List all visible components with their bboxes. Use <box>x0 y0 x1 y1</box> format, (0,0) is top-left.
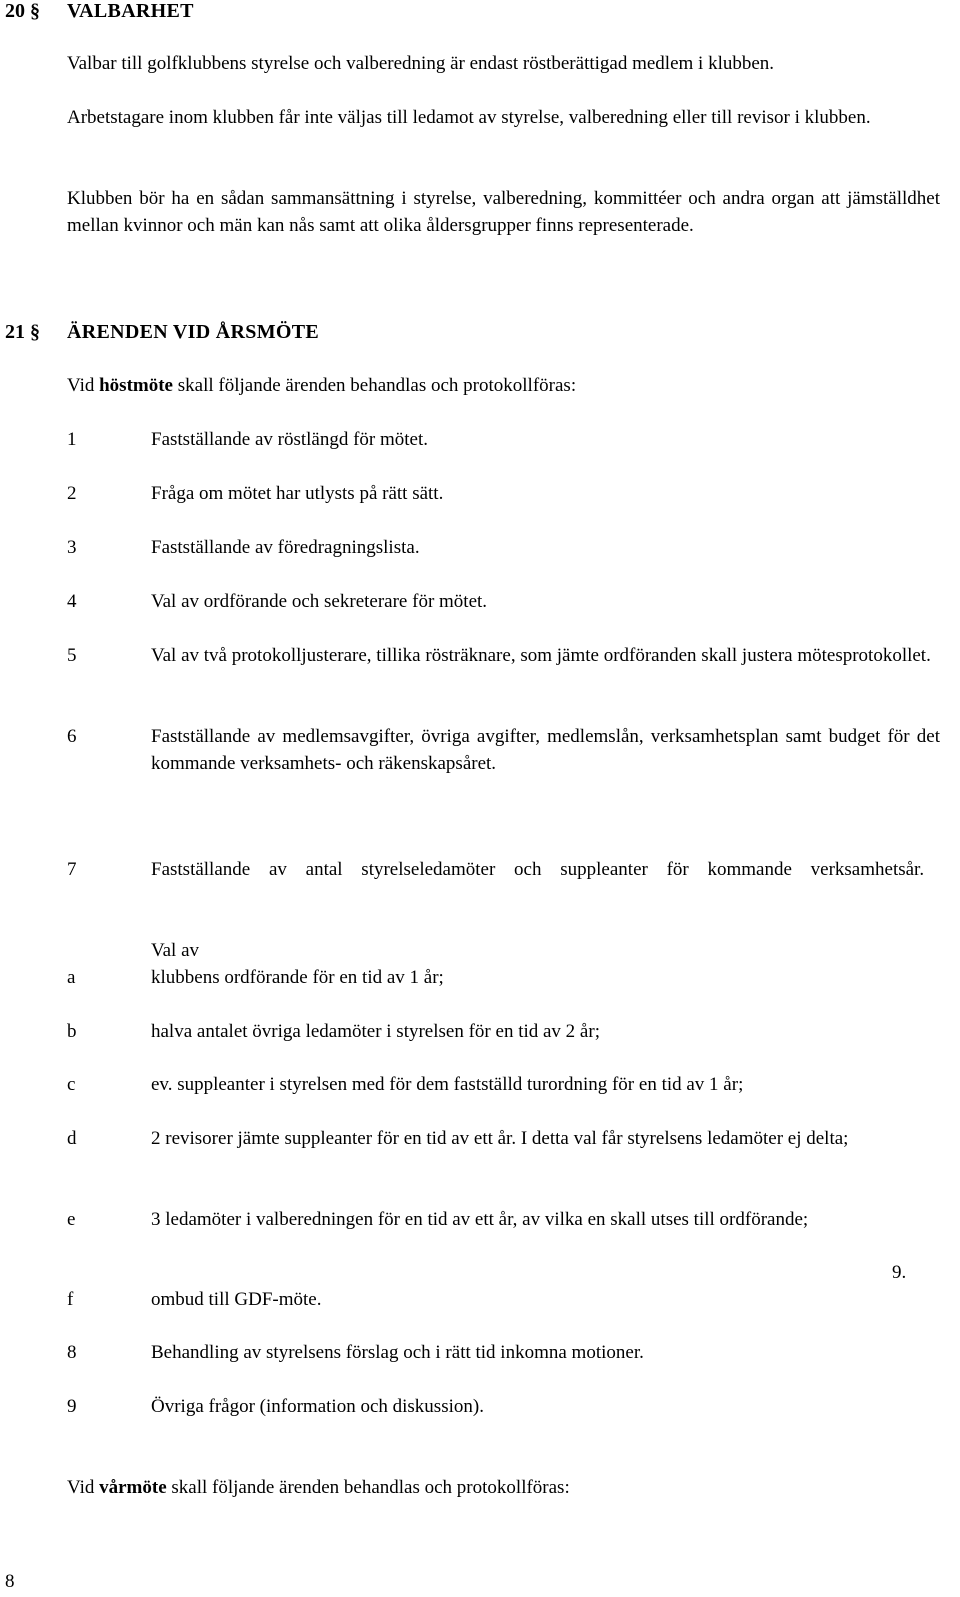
subitem-text: 2 revisorer jämte suppleanter för en tid av ett år. I detta val får styrelsens ledamöter ej delta; <box>151 1128 849 1149</box>
section-21-title: ÄRENDEN VID ÅRSMÖTE <box>67 321 320 343</box>
item-number: 9 <box>67 1396 77 1417</box>
subitem-text: 3 ledamöter i valberedningen för en tid av ett år, av vilka en skall utses till ordförande; <box>151 1209 809 1230</box>
subitem-text: ev. suppleanter i styrelsen med för dem fastställd turordning för en tid av 1 år; <box>151 1074 744 1095</box>
item-number: 3 <box>67 537 77 558</box>
section-20-title: VALBARHET <box>67 0 194 22</box>
item-text: Fastställande av föredragningslista. <box>151 537 420 558</box>
section-20-number: 20 § <box>5 0 40 22</box>
item-text: Fastställande av antal styrelseledamöter och suppleanter för kommande verksamhetsår. <box>151 859 925 880</box>
subitem-letter: a <box>67 967 76 988</box>
item-number: 6 <box>67 726 77 747</box>
item-text: Behandling av styrelsens förslag och i rätt tid inkomna motioner. <box>151 1342 644 1363</box>
intro-paragraph: Vid höstmöte skall följande ärenden behandlas och protokollföras: <box>67 375 577 396</box>
paragraph: Klubben bör ha en sådan sammansättning i styrelse, valberedning, kommittéer och andra organ att jämställdhet mellan kvinnor och män kan nås samt att olika åldersgrupper finns representerade. <box>67 188 940 236</box>
page-number: 8 <box>5 1571 15 1592</box>
item-text: Fastställande av medlemsavgifter, övriga avgifter, medlemslån, verksamhetsplan samt budget för det kommande verksamhets- och räkenskapsåret. <box>151 726 940 774</box>
item-text: Övriga frågor (information och diskussion). <box>151 1396 484 1417</box>
subitem-text: klubbens ordförande för en tid av 1 år; <box>151 967 444 988</box>
subitem-letter: e <box>67 1209 76 1230</box>
section-21-number: 21 § <box>5 321 40 343</box>
outro-paragraph: Vid vårmöte skall följande ärenden behandlas och protokollföras: <box>67 1477 570 1498</box>
paragraph: Arbetstagare inom klubben får inte väljas till ledamot av styrelse, valberedning eller till revisor i klubben. <box>67 107 871 128</box>
item-text: Val av ordförande och sekreterare för mötet. <box>151 591 488 612</box>
item-number: 1 <box>67 429 77 450</box>
item-text: Fråga om mötet har utlysts på rätt sätt. <box>151 483 444 504</box>
subitem-text: ombud till GDF-möte. <box>151 1289 322 1310</box>
item-number: 7 <box>67 859 77 880</box>
val-av-label: Val av <box>151 940 200 961</box>
subitem-text: halva antalet övriga ledamöter i styrelsen för en tid av 2 år; <box>151 1021 600 1042</box>
subitem-letter: f <box>67 1289 74 1310</box>
subitem-letter: b <box>67 1021 77 1042</box>
subitem-letter: c <box>67 1074 76 1095</box>
item-text: Fastställande av röstlängd för mötet. <box>151 429 429 450</box>
item-text: Val av två protokolljusterare, tillika rösträknare, som jämte ordföranden skall justera mötesprotokollet. <box>151 645 931 666</box>
paragraph: Valbar till golfklubbens styrelse och valberedning är endast röstberättigad medlem i klubben. <box>67 53 775 74</box>
item-number: 5 <box>67 645 77 666</box>
item-number: 4 <box>67 591 77 612</box>
margin-note: 9. <box>892 1262 907 1283</box>
item-number: 8 <box>67 1342 77 1363</box>
item-number: 2 <box>67 483 77 504</box>
subitem-letter: d <box>67 1128 77 1149</box>
